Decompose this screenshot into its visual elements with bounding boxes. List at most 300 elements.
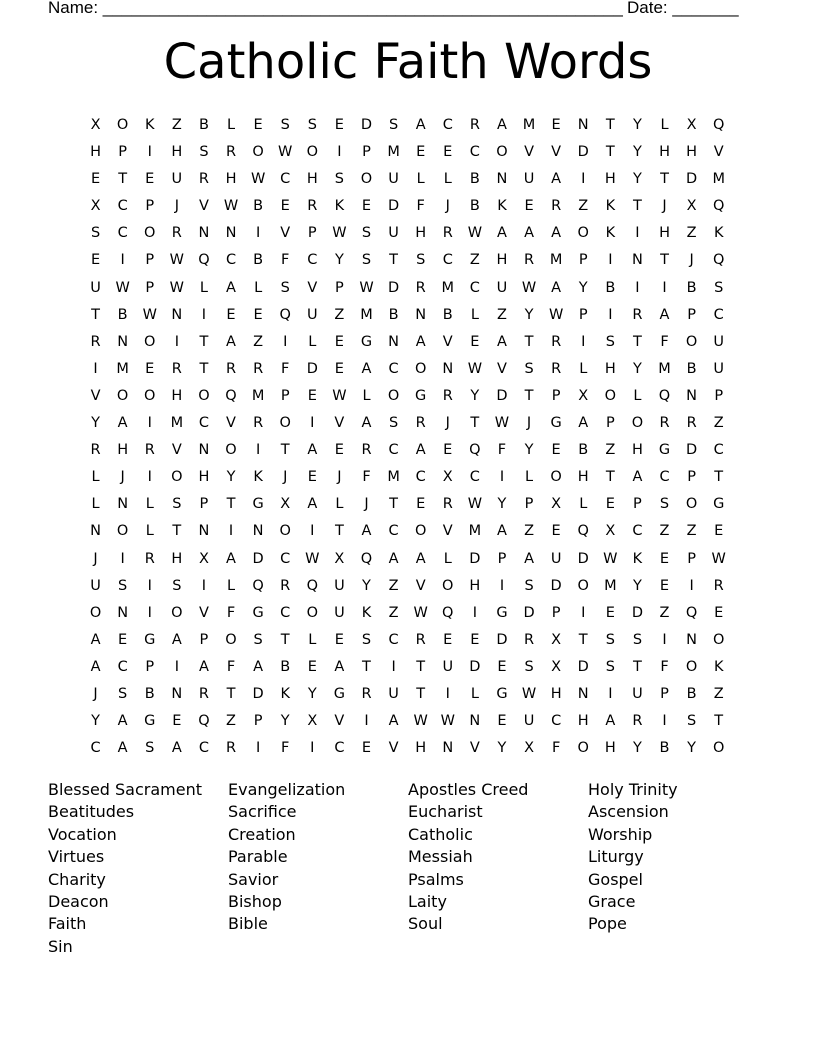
grid-letter: A xyxy=(605,713,616,730)
grid-letter: L xyxy=(443,550,452,567)
grid-letter: X xyxy=(605,523,616,540)
grid-letter: O xyxy=(631,415,644,432)
grid-letter: N xyxy=(198,523,210,540)
grid-letter: Y xyxy=(687,740,697,757)
grid-letter: P xyxy=(145,198,155,215)
grid-letter: I xyxy=(255,740,261,757)
grid-letter: G xyxy=(252,604,264,621)
grid-letter: Q xyxy=(279,306,291,323)
grid-letter: R xyxy=(361,442,372,459)
grid-letter: J xyxy=(283,469,288,486)
grid-letter: E xyxy=(334,333,344,350)
grid-letter: S xyxy=(388,117,399,133)
grid-letter: I xyxy=(445,685,450,702)
grid-letter: B xyxy=(198,117,209,133)
grid-letter: W xyxy=(494,415,510,432)
grid-letter: I xyxy=(662,631,667,648)
grid-letter: B xyxy=(253,252,264,269)
grid-letter: R xyxy=(686,415,697,432)
grid-letter: O xyxy=(225,631,237,648)
grid-letter: K xyxy=(605,198,616,215)
grid-letter: I xyxy=(608,306,613,323)
date-field-label: Date: _______ xyxy=(627,0,739,17)
grid-letter: Y xyxy=(334,252,344,269)
grid-letter: I xyxy=(662,713,667,730)
grid-letter: I xyxy=(608,685,613,702)
grid-letter: C xyxy=(198,740,209,757)
header-line xyxy=(48,0,768,19)
grid-letter: Q xyxy=(685,604,698,621)
grid-letter: L xyxy=(443,171,452,188)
grid-letter: A xyxy=(415,442,426,459)
grid-letter: I xyxy=(499,577,505,594)
grid-letter: L xyxy=(470,306,479,323)
grid-letter: I xyxy=(174,333,179,350)
grid-letter: S xyxy=(334,171,344,188)
grid-letter: A xyxy=(415,117,426,133)
grid-letter: I xyxy=(174,658,179,675)
grid-letter: U xyxy=(523,713,535,730)
grid-letter: F xyxy=(362,469,371,486)
grid-letter: W xyxy=(548,306,564,323)
grid-letter: Y xyxy=(524,442,534,459)
grid-letter: B xyxy=(144,685,155,702)
grid-letter: T xyxy=(714,469,724,486)
grid-letter: V xyxy=(198,198,209,215)
grid-letter: E xyxy=(714,523,724,540)
grid-letter: G xyxy=(713,496,725,513)
grid-letter: V xyxy=(334,415,345,432)
grid-letter: L xyxy=(91,469,100,486)
word-list-item: Bishop xyxy=(228,892,282,912)
grid-letter: O xyxy=(116,523,129,540)
grid-letter: A xyxy=(388,550,399,567)
grid-letter: P xyxy=(633,496,642,513)
grid-letter: R xyxy=(415,631,426,648)
grid-letter: Y xyxy=(362,577,371,594)
grid-letter: B xyxy=(605,279,616,296)
grid-letter: B xyxy=(659,740,670,757)
grid-letter: S xyxy=(388,415,399,432)
grid-letter: N xyxy=(117,496,129,513)
grid-letter: E xyxy=(226,306,236,323)
grid-letter: S xyxy=(361,225,372,242)
grid-letter: I xyxy=(499,469,505,486)
grid-letter: T xyxy=(605,144,615,161)
grid-letter: A xyxy=(117,713,128,730)
grid-letter: M xyxy=(170,415,184,432)
grid-letter: W xyxy=(467,496,483,513)
grid-letter: L xyxy=(226,117,236,133)
grid-letter: C xyxy=(280,171,291,188)
grid-letter: Y xyxy=(497,740,507,757)
grid-letter: W xyxy=(440,713,455,730)
grid-letter: D xyxy=(469,658,481,675)
grid-letter: P xyxy=(687,550,696,567)
word-list-item: Worship xyxy=(588,824,653,844)
grid-letter: T xyxy=(605,117,615,133)
grid-letter: D xyxy=(306,360,318,377)
grid-letter: O xyxy=(577,225,589,242)
grid-letter: M xyxy=(116,360,129,377)
grid-letter: P xyxy=(253,713,263,730)
grid-letter: A xyxy=(334,658,345,675)
grid-letter: L xyxy=(308,631,317,648)
grid-letter: S xyxy=(172,496,182,513)
grid-letter: N xyxy=(577,685,589,702)
grid-letter: R xyxy=(524,252,535,269)
grid-letter: D xyxy=(550,577,562,594)
grid-letter: D xyxy=(523,604,535,621)
grid-letter: C xyxy=(713,442,724,459)
grid-letter: V xyxy=(469,740,480,757)
grid-letter: E xyxy=(307,469,317,486)
grid-letter: E xyxy=(416,496,426,513)
grid-letter: L xyxy=(660,117,669,133)
grid-letter: P xyxy=(687,469,696,486)
grid-letter: N xyxy=(631,252,643,269)
grid-letter: D xyxy=(496,631,508,648)
word-list-item: Laity xyxy=(408,892,447,912)
grid-letter: L xyxy=(145,523,154,540)
grid-letter: S xyxy=(714,279,724,296)
grid-letter: D xyxy=(496,387,508,404)
grid-letter: L xyxy=(145,496,154,513)
grid-letter: A xyxy=(415,333,426,350)
grid-letter: S xyxy=(118,577,128,594)
grid-letter: B xyxy=(280,658,291,675)
grid-letter: M xyxy=(712,171,725,188)
grid-letter: R xyxy=(144,550,155,567)
grid-letter: R xyxy=(659,415,670,432)
grid-letter: A xyxy=(90,631,101,648)
grid-letter: O xyxy=(414,360,427,377)
grid-letter: W xyxy=(359,279,374,296)
grid-letter: R xyxy=(225,144,237,161)
grid-letter: C xyxy=(388,442,399,459)
grid-letter: L xyxy=(308,333,317,350)
grid-letter: L xyxy=(226,577,236,594)
grid-letter: W xyxy=(521,685,537,702)
grid-letter: P xyxy=(145,252,155,269)
grid-letter: U xyxy=(713,333,725,350)
grid-letter: M xyxy=(251,387,265,404)
grid-letter: N xyxy=(90,523,101,540)
grid-letter: H xyxy=(306,171,318,188)
grid-letter: J xyxy=(174,198,179,215)
grid-letter: Y xyxy=(280,713,290,730)
grid-letter: B xyxy=(686,360,697,377)
grid-letter: N xyxy=(388,333,399,350)
grid-letter: G xyxy=(550,415,562,432)
grid-letter: B xyxy=(469,198,480,215)
grid-letter: E xyxy=(524,198,534,215)
grid-letter: H xyxy=(198,469,210,486)
grid-letter: H xyxy=(659,144,670,161)
grid-letter: U xyxy=(90,577,101,594)
word-list-item: Savior xyxy=(228,869,279,889)
grid-letter: Q xyxy=(442,604,454,621)
grid-letter: P xyxy=(145,658,155,675)
grid-letter: D xyxy=(686,171,698,188)
grid-letter: W xyxy=(332,225,347,242)
grid-letter: Z xyxy=(253,333,264,350)
grid-letter: N xyxy=(117,333,129,350)
grid-letter: H xyxy=(469,577,481,594)
grid-letter: Y xyxy=(497,496,507,513)
grid-letter: Y xyxy=(632,360,642,377)
grid-letter: H xyxy=(604,171,616,188)
grid-letter: Y xyxy=(632,171,642,188)
grid-letter: D xyxy=(577,658,589,675)
grid-letter: T xyxy=(389,252,398,269)
grid-letter: R xyxy=(415,415,426,432)
grid-letter: O xyxy=(712,740,725,757)
grid-letter: T xyxy=(91,306,100,323)
grid-letter: R xyxy=(551,360,562,377)
grid-letter: H xyxy=(631,442,643,459)
grid-letter: I xyxy=(147,415,152,432)
grid-letter: Z xyxy=(659,604,670,621)
word-list-item: Apostles Creed xyxy=(408,780,529,799)
grid-letter: P xyxy=(362,144,371,161)
grid-letter: E xyxy=(497,713,507,730)
grid-letter: I xyxy=(255,442,261,459)
grid-letter: I xyxy=(689,577,694,594)
grid-letter: Q xyxy=(225,387,237,404)
grid-letter: G xyxy=(496,685,508,702)
grid-letter: F xyxy=(226,604,236,621)
grid-letter: T xyxy=(524,387,534,404)
grid-letter: C xyxy=(551,713,562,730)
grid-letter: R xyxy=(632,713,643,730)
grid-letter: C xyxy=(117,198,128,215)
grid-letter: C xyxy=(469,279,480,296)
grid-letter: E xyxy=(470,631,480,648)
grid-letter: F xyxy=(281,360,290,377)
grid-letter: L xyxy=(579,360,588,377)
grid-letter: S xyxy=(605,631,615,648)
grid-letter: A xyxy=(307,496,318,513)
grid-letter: T xyxy=(334,523,344,540)
grid-letter: K xyxy=(632,550,643,567)
grid-letter: X xyxy=(90,198,101,215)
grid-letter: T xyxy=(199,360,209,377)
grid-letter: A xyxy=(496,225,507,242)
grid-letter: B xyxy=(469,171,480,188)
grid-letter: S xyxy=(145,740,155,757)
grid-letter: Z xyxy=(713,685,724,702)
grid-letter: Y xyxy=(91,713,100,730)
grid-letter: O xyxy=(279,415,291,432)
grid-letter: W xyxy=(711,550,726,567)
grid-letter: N xyxy=(117,604,129,621)
grid-letter: Z xyxy=(334,306,345,323)
grid-letter: F xyxy=(281,252,290,269)
grid-letter: C xyxy=(469,469,480,486)
grid-letter: Y xyxy=(632,577,642,594)
grid-letter: Z xyxy=(659,523,670,540)
grid-letter: V xyxy=(415,577,426,594)
grid-letter: H xyxy=(171,550,183,567)
grid-letter: E xyxy=(659,577,670,594)
grid-letter: L xyxy=(254,279,263,296)
grid-letter: T xyxy=(578,631,588,648)
grid-letter: T xyxy=(714,713,724,730)
grid-letter: Q xyxy=(252,577,264,594)
grid-letter: C xyxy=(198,415,209,432)
grid-letter: D xyxy=(469,550,481,567)
grid-letter: K xyxy=(361,604,372,621)
grid-letter: S xyxy=(199,144,209,161)
grid-letter: P xyxy=(714,387,724,404)
grid-letter: A xyxy=(171,631,182,648)
grid-letter: A xyxy=(496,523,507,540)
grid-letter: S xyxy=(416,252,426,269)
grid-letter: S xyxy=(172,577,182,594)
word-list-column xyxy=(228,779,408,958)
grid-letter: C xyxy=(659,469,670,486)
grid-letter: E xyxy=(551,523,561,540)
grid-letter: F xyxy=(226,658,236,675)
grid-letter: O xyxy=(685,333,698,350)
grid-letter: Y xyxy=(226,469,236,486)
grid-letter: O xyxy=(604,387,617,404)
grid-letter: E xyxy=(416,144,426,161)
grid-letter: A xyxy=(226,333,236,350)
grid-letter: Z xyxy=(524,523,535,540)
grid-letter: V xyxy=(496,360,507,377)
grid-letter: W xyxy=(169,252,184,269)
grid-letter: N xyxy=(415,306,427,323)
grid-letter: M xyxy=(387,469,400,486)
grid-letter: B xyxy=(686,279,697,296)
grid-letter: H xyxy=(604,740,616,757)
grid-letter: R xyxy=(551,198,562,215)
grid-letter: K xyxy=(280,685,290,702)
grid-letter: U xyxy=(388,171,399,188)
grid-letter: Z xyxy=(171,117,182,133)
grid-letter: B xyxy=(442,306,453,323)
grid-letter: E xyxy=(470,333,480,350)
grid-letter: U xyxy=(334,577,345,594)
grid-letter: U xyxy=(334,604,345,621)
grid-letter: P xyxy=(524,496,534,513)
grid-letter: P xyxy=(660,685,669,702)
word-list-item: Blessed Sacrament xyxy=(48,780,203,799)
grid-letter: I xyxy=(608,252,613,269)
grid-letter: L xyxy=(199,279,208,296)
grid-letter: A xyxy=(524,550,534,567)
grid-letter: E xyxy=(253,117,263,133)
grid-letter: A xyxy=(361,360,372,377)
word-list-column xyxy=(48,779,228,958)
grid-letter: Y xyxy=(524,306,534,323)
grid-letter: I xyxy=(120,550,125,567)
grid-letter: W xyxy=(278,144,293,161)
grid-letter: N xyxy=(686,631,698,648)
grid-letter: W xyxy=(413,713,428,730)
grid-letter: N xyxy=(225,225,237,242)
grid-letter: O xyxy=(279,523,291,540)
grid-letter: V xyxy=(334,713,345,730)
grid-letter: N xyxy=(198,225,210,242)
grid-letter: Y xyxy=(91,415,100,432)
grid-letter: G xyxy=(252,496,264,513)
grid-letter: L xyxy=(362,387,371,404)
grid-letter: B xyxy=(578,442,589,459)
grid-letter: A xyxy=(253,658,264,675)
grid-letter: V xyxy=(307,279,318,296)
grid-letter: C xyxy=(90,740,101,757)
grid-letter: N xyxy=(686,387,698,404)
grid-letter: H xyxy=(659,225,670,242)
grid-letter: R xyxy=(144,442,155,459)
grid-letter: Y xyxy=(307,685,317,702)
grid-letter: E xyxy=(551,117,561,133)
grid-letter: Q xyxy=(198,252,210,269)
grid-letter: C xyxy=(415,469,426,486)
grid-letter: R xyxy=(442,225,453,242)
grid-letter: F xyxy=(416,198,425,215)
grid-letter: A xyxy=(226,550,236,567)
grid-letter: R xyxy=(713,577,724,594)
grid-letter: K xyxy=(334,198,345,215)
grid-letter: D xyxy=(686,442,698,459)
grid-letter: X xyxy=(307,713,318,730)
grid-letter: Y xyxy=(632,740,642,757)
grid-letter: U xyxy=(713,360,725,377)
grid-letter: R xyxy=(280,577,291,594)
grid-letter: K xyxy=(713,225,724,242)
grid-letter: Z xyxy=(713,415,724,432)
grid-letter: I xyxy=(228,523,234,540)
grid-letter: W xyxy=(305,550,320,567)
grid-letter: I xyxy=(472,604,477,621)
grid-letter: Q xyxy=(360,550,373,567)
grid-letter: W xyxy=(467,225,483,242)
grid-letter: J xyxy=(445,415,450,432)
grid-letter: L xyxy=(633,387,642,404)
grid-letter: M xyxy=(441,279,455,296)
grid-letter: I xyxy=(120,252,125,269)
grid-letter: Z xyxy=(388,577,399,594)
grid-letter: E xyxy=(90,171,101,188)
word-list-item: Gospel xyxy=(588,869,643,889)
grid-letter: K xyxy=(713,658,724,675)
grid-letter: R xyxy=(253,360,264,377)
grid-letter: I xyxy=(147,577,152,594)
grid-letter: I xyxy=(201,577,207,594)
grid-letter: M xyxy=(658,360,671,377)
grid-letter: Q xyxy=(469,442,481,459)
grid-letter: S xyxy=(361,631,372,648)
grid-letter: G xyxy=(333,685,346,702)
grid-letter: R xyxy=(469,117,480,133)
grid-letter: E xyxy=(307,658,317,675)
grid-letter: T xyxy=(660,252,669,269)
grid-letter: F xyxy=(551,740,561,757)
word-search-grid xyxy=(82,112,732,762)
grid-letter: B xyxy=(117,306,128,323)
grid-letter: S xyxy=(659,496,670,513)
grid-letter: C xyxy=(117,225,128,242)
grid-letter: O xyxy=(171,469,183,486)
grid-letter: O xyxy=(198,387,210,404)
grid-letter: H xyxy=(415,740,427,757)
grid-letter: V xyxy=(713,144,724,161)
grid-letter: H xyxy=(550,685,562,702)
